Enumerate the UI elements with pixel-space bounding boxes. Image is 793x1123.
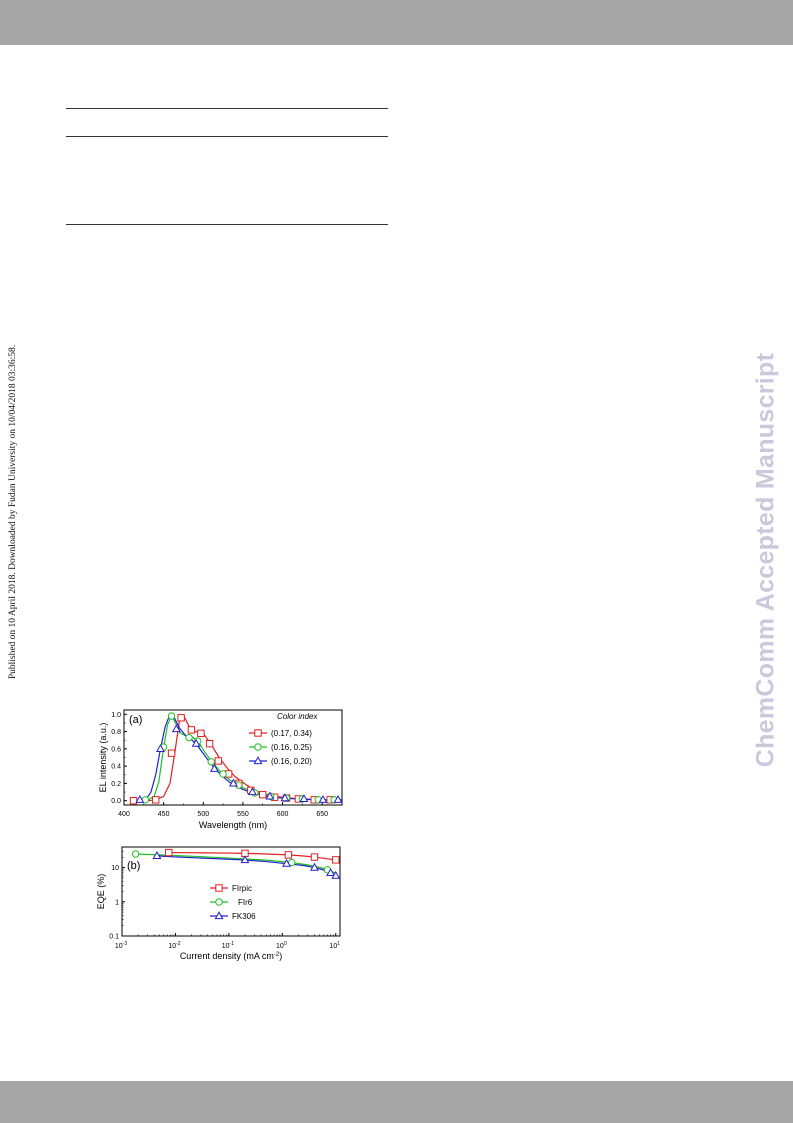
table-bottom-rule: [66, 224, 388, 225]
spectrum-legend-label: (0.17, 0.34): [271, 729, 312, 738]
eqe-y-axis-title: EQE (%): [96, 873, 106, 910]
spectrum-y-tick-label: 0.2: [111, 780, 121, 788]
eqe-legend-marker: [216, 885, 222, 891]
spectrum-y-tick-label: 0.6: [111, 746, 121, 754]
watermark-text: ChemComm Accepted Manuscript: [751, 352, 780, 768]
spectrum-series-marker-2: [186, 734, 192, 740]
spectrum-x-tick-label: 400: [118, 811, 130, 818]
eqe-x-tick-label: $10^0$: [276, 941, 287, 950]
spectrum-series-marker-2: [168, 713, 174, 719]
spectrum-legend-label: (0.16, 0.25): [271, 743, 312, 752]
eqe-y-tick-label: 1: [115, 899, 119, 907]
eqe-x-tick-label: $10^{-1}$: [221, 941, 235, 950]
eqe-series-marker-1: [311, 854, 317, 860]
figure-svg: [96, 700, 360, 970]
spectrum-legend-marker: [255, 744, 261, 750]
spectrum-legend-label: (0.16, 0.20): [271, 757, 312, 766]
spectrum-legend-marker: [255, 730, 261, 736]
spectrum-x-axis-title: Wavelength (nm): [198, 820, 268, 830]
spectrum-series-marker-1: [260, 791, 266, 797]
header-bar: [0, 0, 793, 45]
spectrum-x-tick-label: 450: [157, 811, 170, 818]
spectrum-series-marker-1: [130, 797, 136, 803]
eqe-legend-label: FK306: [232, 912, 256, 921]
eqe-legend-label: FIr6: [238, 898, 253, 907]
spectrum-series-marker-1: [153, 797, 159, 803]
spectrum-x-tick-label: 550: [237, 811, 249, 818]
eqe-legend-marker: [216, 899, 222, 905]
eqe-x-tick-label: $10^{-2}$: [168, 941, 181, 950]
figure: [96, 700, 360, 975]
eqe-y-tick-label: 0.1: [109, 933, 119, 941]
eqe-series-marker-1: [285, 852, 291, 858]
spectrum-y-tick-label: 0.4: [111, 763, 121, 771]
footer-bar: [0, 1081, 793, 1123]
spectrum-y-tick-label: 1.0: [111, 711, 121, 719]
spectrum-series-marker-1: [198, 730, 204, 736]
spectrum-x-tick-label: 600: [276, 811, 289, 818]
eqe-panel-label: (b): [127, 860, 141, 872]
spectrum-series-marker-1: [206, 740, 212, 746]
eqe-y-tick-label: 10: [111, 865, 119, 873]
spectrum-series-marker-1: [178, 715, 184, 721]
spectrum-series-marker-1: [168, 750, 174, 756]
spectrum-y-axis-title: EL intensity (a.u.): [98, 722, 108, 793]
spectrum-y-tick-label: 0.8: [111, 729, 121, 737]
spectrum-series-marker-1: [188, 727, 194, 733]
eqe-x-tick-label: $10^{-3}$: [114, 941, 128, 950]
eqe-series-marker-1: [333, 857, 339, 863]
eqe-series-marker-1: [166, 849, 172, 855]
spectrum-x-tick-label: 650: [316, 811, 329, 818]
spectrum-legend-title: Color index: [277, 712, 318, 721]
eqe-x-axis-title: Current density (mA $cm^{-2}$): [179, 951, 283, 961]
table-header-rule: [66, 136, 388, 137]
spectrum-series-marker-2: [208, 759, 214, 765]
eqe-plot-frame: [122, 847, 340, 936]
publication-note-text: Published on 10 April 2018. Downloaded by Fudan University on 10/04/2018 03:36:58.: [8, 344, 18, 680]
eqe-x-tick-label: $10^1$: [329, 941, 341, 950]
eqe-series-marker-2: [132, 851, 138, 857]
spectrum-series-marker-2: [220, 771, 226, 777]
spectrum-x-tick-label: 500: [197, 811, 210, 818]
spectrum-series-marker-1: [215, 758, 221, 764]
spectrum-panel-label: (a): [129, 714, 143, 726]
table-top-rule: [66, 108, 388, 109]
eqe-legend-label: FIrpic: [232, 884, 252, 893]
spectrum-y-tick-label: 0.0: [111, 798, 121, 806]
